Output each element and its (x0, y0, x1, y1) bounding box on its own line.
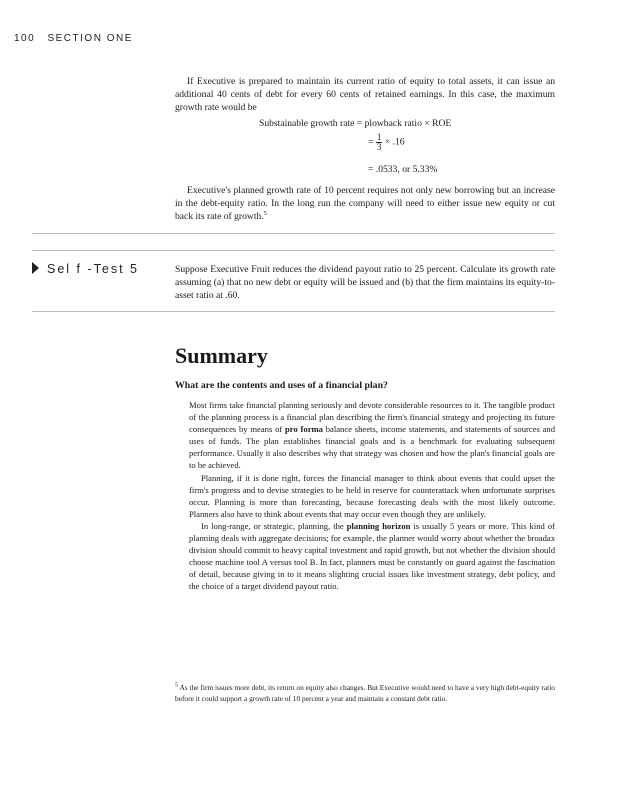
equation-line-2 (368, 133, 405, 152)
self-test-label-text: Sel f -Test 5 (47, 262, 139, 276)
triangle-marker-icon (32, 262, 39, 274)
footnote: $^5$ As the firm issues more debt, its return on equity also changes. But Executive would need to have a very high debt-equity ratio before it could support a growth rate of 10 percent a year and maintain a constant debt ratio. (175, 682, 555, 703)
fraction-denominator: 3 (376, 142, 382, 152)
divider-self-test-top (32, 250, 555, 251)
divider-top (32, 233, 555, 234)
followup-paragraph: Executive's planned growth rate of 10 percent requires not only new borrowing but an increase in the debt-equity ratio. In the long run the company will need to either issue new equity or cut back its rate of growth.$^5$ (175, 185, 555, 223)
summary-question: What are the contents and uses of a financial plan? (175, 380, 388, 391)
page-number: 100 (14, 33, 36, 44)
equation-lhs: Substainable growth rate = (259, 118, 363, 129)
equation-result: = .0533, or 5.33% (368, 164, 438, 175)
summary-paragraph-1: Most firms take financial planning seriously and devote considerable resources to it. The tangible product of the planning process is a financial plan describing the firm's financial strategy and projecting its future consequences by means of pro forma balance sheets, income statements, and statements of sources and uses of funds. The plan establishes financial goals and is a benchmark for evaluating subsequent performance. Usually it also describes why that strategy was chosen and how the plan's financial goals are to be achieved. (189, 400, 556, 471)
divider-self-test-bottom (32, 311, 555, 312)
summary-title: Summary (175, 343, 268, 368)
equation-line-3 (368, 164, 437, 175)
summary-body (189, 399, 555, 593)
fraction (376, 133, 383, 152)
fraction-numerator: 1 (376, 132, 382, 142)
keyword-planning-horizon: planning horizon (346, 520, 411, 531)
running-header (14, 33, 133, 44)
equation-rhs: plowback ratio × ROE (364, 118, 452, 129)
equals-sign: = (368, 136, 374, 148)
intro-paragraph: If Executive is prepared to maintain its current ratio of equity to total assets, it can issue an additional 40 cents of debt for every 60 cents of retained earnings. In this case, the maximum growth rate would be (175, 76, 555, 114)
keyword-pro-forma: pro forma (285, 424, 323, 435)
section-title: SECTION ONE (47, 33, 133, 44)
footnote-mark: 5 (175, 682, 178, 689)
self-test-text: Suppose Executive Fruit reduces the dividend payout ratio to 25 percent. Calculate its growth rate assuming (a) that no new debt or equity will be issued and (b) that the firm maintains its equity-to-asset ratio at .60. (175, 264, 555, 302)
summary-paragraph-3: In long-range, or strategic, planning, the planning horizon is usually 5 years or more. This kind of planning deals with aggregate decisions; for example, the planner would worry about whether the broadax division should commit to heavy capital investment and rapid growth, but not whether the division should choose machine tool A versus tool B. In fact, planners must be constantly on guard against the fascination of detail, because giving in to it means slighting crucial issues like investment strategy, debt policy, and the choice of a target dividend payout ratio. (189, 520, 555, 592)
summary-paragraph-2: Planning, if it is done right, forces the financial manager to think about events that could upset the firm's progress and to devise strategies to be held in reserve for counterattack when unfortunate surprises occur. Planning is more than forecasting, because forecasting deals with the most likely outcome. Planners also have to think about events that may occur even though they are unlikely. (189, 472, 555, 519)
equation-multiplier: × .16 (384, 136, 405, 148)
equation-line-1 (259, 118, 451, 129)
self-test-label (32, 262, 139, 276)
footnote-reference: 5 (263, 211, 267, 218)
